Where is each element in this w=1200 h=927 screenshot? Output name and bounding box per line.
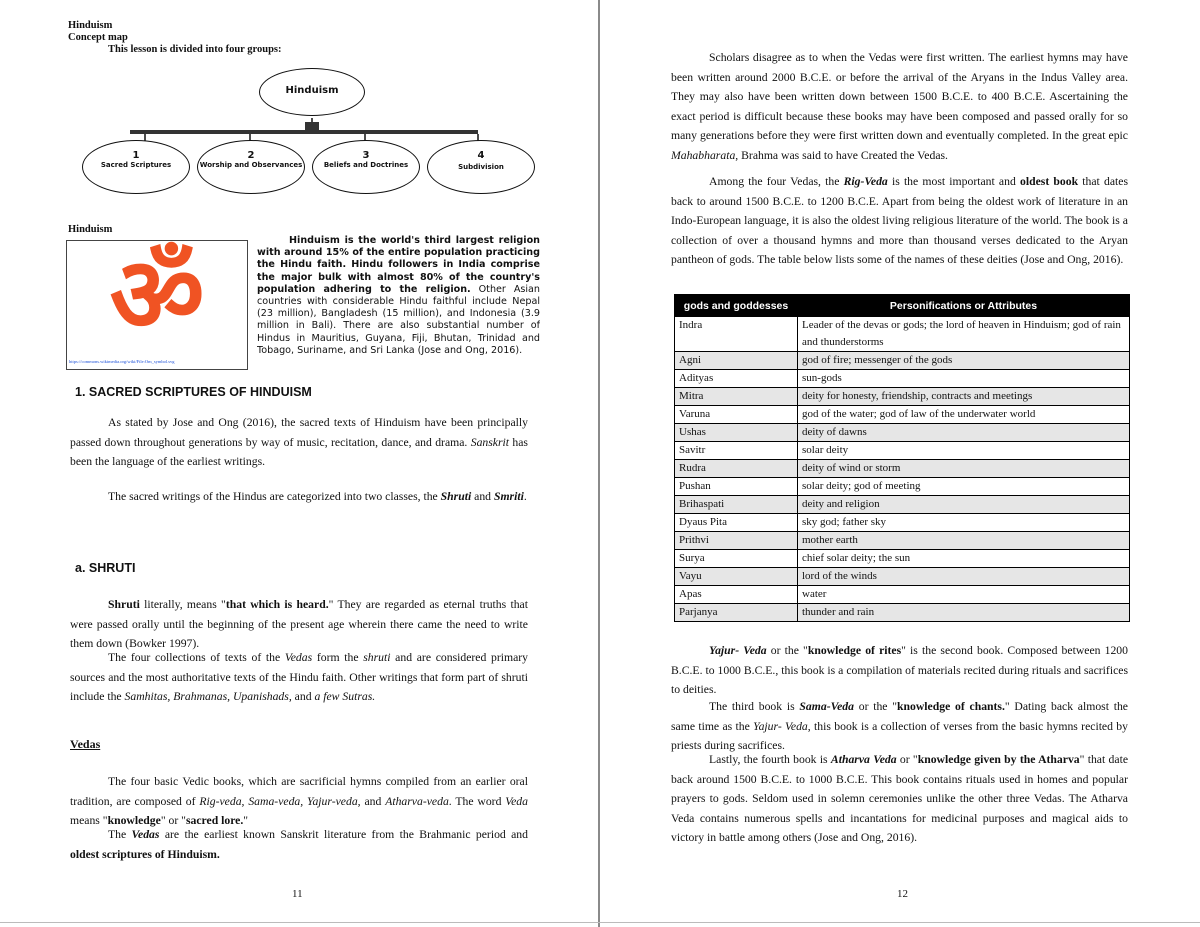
deity-name-cell: Brihaspati (675, 496, 798, 514)
deity-name-cell: Agni (675, 352, 798, 370)
deity-attribute-cell: deity for honesty, friendship, contracts and meetings (798, 388, 1130, 406)
concept-node-1 (82, 140, 190, 194)
page-number-left: 11 (292, 888, 303, 900)
concept-node-label: Subdivision (458, 163, 504, 171)
text-run: or the " (766, 644, 808, 657)
text-run: " (243, 814, 249, 827)
text-run: The sacred writings of the Hindus are categorized into two classes, the (108, 490, 441, 503)
concept-root-node (259, 68, 365, 116)
text-run: form the (312, 651, 364, 664)
deity-attribute-cell: sky god; father sky (798, 514, 1130, 532)
deity-name-cell: Indra (675, 317, 798, 352)
concept-map (75, 60, 545, 200)
paragraph-sama-veda (671, 697, 1128, 756)
paragraph-yajur-veda (671, 641, 1128, 700)
text-run: " is the second book. Composed between 1200 B.C.E. to 1000 B.C.E., this book is a compilation of materials recited during rituals and sacrifices to deities. (671, 644, 1128, 696)
concept-node-2 (197, 140, 305, 194)
text-run: literally, means " (139, 598, 226, 611)
shruti-term: Shruti (440, 490, 472, 503)
text-run: or the " (853, 700, 898, 713)
page-left (0, 0, 598, 922)
table-row (675, 478, 1130, 496)
text-run: The (108, 828, 132, 841)
smriti-term: Smriti (493, 490, 524, 503)
text-run: The third book is (709, 700, 800, 713)
text-run: Scholars disagree as to when the Vedas were first written. The earliest hymns may have been written around 2000 B.C.E. or before the arrival of the Aryans in the Indus Valley area. They may also have been written down between 1500 B.C.E. to 400 B.C.E. Ascertaining the exact period is difficult because these books may have been composed and passed orally for so many generations before they were first written down and eventually completed. In the great epic (671, 51, 1128, 142)
text-run: are the earliest known Sanskrit literature from the Brahmanic period and (159, 828, 528, 841)
deity-attribute-cell: god of the water; god of law of the underwater world (798, 406, 1130, 424)
table-row (675, 370, 1130, 388)
deities-table (674, 294, 1130, 622)
text-run: has been the language of the earliest writings. (70, 435, 528, 468)
text-run: and are considered primary sources and the most authoritative texts of the Hindu faith. Other writings that form part of shruti include the (70, 651, 528, 703)
hinduism-heading: Hinduism (68, 224, 113, 235)
shruti-bold: Shruti (108, 598, 140, 611)
rig-veda-term: Rig-Veda (843, 175, 888, 188)
deity-name-cell: Varuna (675, 406, 798, 424)
hinduism-stat-rest: Other Asian countries with considerable Hindu faithful include Nepal (23 million), Bangladesh (15 million), and Indonesia (3.9 million in Bali). There are also substantial number of Hindus in Mauritius, Guyana, Fiji, Bhutan, Trinidad and Tobago, Suriname, and Sri Lanka (Jose and Ong, 2016). (257, 283, 540, 356)
text-run: means " (70, 814, 108, 827)
concept-node-3 (312, 140, 420, 194)
vedas-bold: Vedas (131, 828, 160, 841)
deity-name-cell: Dyaus Pita (675, 514, 798, 532)
subheading-shruti: a. SHRUTI (75, 561, 136, 575)
concept-node-number: 3 (362, 150, 370, 161)
paragraph-rig-veda (671, 172, 1128, 270)
hinduism-stat-bold: Hinduism is the world's third largest religion with around 15% of the entire population practicing the Hindu faith. Hindu followers in India comprise the major bulk with almost 80% of the country's population adhering to the religion. (257, 235, 540, 295)
table-row (675, 406, 1130, 424)
section-heading-sacred-scriptures: 1. SACRED SCRIPTURES OF HINDUISM (75, 385, 312, 399)
deity-attribute-cell: sun-gods (798, 370, 1130, 388)
deity-name-cell: Ushas (675, 424, 798, 442)
table-row (675, 496, 1130, 514)
table-row (675, 586, 1130, 604)
sama-veda-term: Sama-Veda (799, 700, 854, 713)
table-header-attributes: Personifications or Attributes (798, 295, 1130, 317)
text-run: " Dating back almost the same time as the (671, 700, 1128, 733)
deity-name-cell: Surya (675, 550, 798, 568)
text-run: Lastly, the fourth book is (709, 753, 831, 766)
header-title: Hinduism (68, 20, 113, 31)
table-header-gods: gods and goddesses (675, 295, 798, 317)
paragraph-four-collections (70, 648, 528, 707)
deity-name-cell: Prithvi (675, 532, 798, 550)
concept-node-number: 2 (247, 150, 255, 161)
concept-node-number: 1 (132, 150, 140, 161)
concept-node-label: Worship and Observances (199, 161, 303, 169)
paragraph-vedas-earliest (70, 825, 528, 864)
deity-name-cell: Savitr (675, 442, 798, 460)
text-run: is the most important and (887, 175, 1020, 188)
text-run: " They are regarded as eternal truths that were passed orally until the beginning of the present age wherein there came the need to write them down (Bowker 1997). (70, 598, 528, 650)
concept-node-label: Beliefs and Doctrines (323, 161, 409, 169)
mahabharata-term: Mahabharata (671, 148, 736, 162)
text-run: Among the four Vedas, the (709, 175, 844, 188)
table-row (675, 550, 1130, 568)
paragraph-scholars (671, 48, 1128, 165)
text-run: . The word (448, 794, 506, 808)
deity-attribute-cell: water (798, 586, 1130, 604)
samhitas-terms: Samhitas, Brahmanas, Upanishads, (124, 690, 292, 703)
oldest-scriptures: oldest scriptures of Hinduism. (70, 847, 220, 861)
vedas-heading: Vedas (70, 737, 101, 751)
paragraph-atharva-veda (671, 750, 1128, 848)
table-row (675, 514, 1130, 532)
paragraph-sacred-texts (70, 413, 528, 472)
deity-attribute-cell: deity of wind or storm (798, 460, 1130, 478)
sanskrit-term: Sanskrit (470, 435, 510, 449)
deity-name-cell: Pushan (675, 478, 798, 496)
header-subtitle: Concept map (68, 32, 128, 43)
paragraph-shruti (70, 595, 528, 654)
knowledge-of-chants: knowledge of chants. (897, 700, 1005, 713)
yajur-veda-term: Yajur- Veda (709, 644, 767, 657)
yajur-veda-term: Yajur- Veda (753, 719, 808, 733)
deity-name-cell: Rudra (675, 460, 798, 478)
vedas-term: Vedas (284, 651, 313, 664)
deity-attribute-cell: mother earth (798, 532, 1130, 550)
deity-attribute-cell: Leader of the devas or gods; the lord of heaven in Hinduism; god of rain and thunderstorms (798, 317, 1130, 352)
sutras-term: a few Sutras. (314, 690, 376, 703)
page-right (601, 0, 1200, 922)
deity-attribute-cell: thunder and rain (798, 604, 1130, 622)
text-run: or " (896, 753, 918, 766)
deity-name-cell: Apas (675, 586, 798, 604)
text-run: The four collections of texts of the (108, 651, 285, 664)
table-row (675, 442, 1130, 460)
text-run: " that date back around 1500 B.C.E. to 1000 B.C.E. This book contains rituals used in homes and popular prayers to gods. Seldom used in solemn ceremonies unlike the other three Vedas. The Atharva Veda contains numerous spells and incantations for medicinal purposes and magical aids to victory in battle among others (Jose and Ong, 2016). (671, 753, 1129, 844)
concept-root-label: Hinduism (285, 85, 339, 96)
concept-node-label: Sacred Scriptures (100, 161, 172, 169)
knowledge-of-rites: knowledge of rites (807, 644, 902, 657)
deities-table-body (675, 317, 1130, 622)
deity-name-cell: Adityas (675, 370, 798, 388)
concept-node-number: 4 (477, 150, 485, 161)
text-run: , Brahma was said to have Created the Vedas. (735, 148, 948, 162)
intro-text: This lesson is divided into four groups: (108, 44, 282, 55)
knowledge-term: knowledge (107, 814, 161, 827)
text-run: that dates back to around 1500 B.C.E. to 1200 B.C.E. Apart from being the oldest work of literature in an Indo-European language, it is also the oldest living religious literature of the world. The book is a collection of over a thousand hymns and more than thousand verses dedicated to the Aryan pantheon of gods. The table below lists some of the names of these deities (Jose and Ong, 2016). (671, 175, 1128, 266)
deity-name-cell: Parjanya (675, 604, 798, 622)
image-caption-link[interactable]: https://commons.wikimedia.org/wiki/File:Om_symbol.svg (69, 359, 175, 364)
table-row (675, 568, 1130, 586)
deity-name-cell: Vayu (675, 568, 798, 586)
knowledge-given-term: knowledge given by the Atharva (917, 753, 1080, 766)
concept-node-4 (427, 140, 535, 194)
deity-attribute-cell: god of fire; messenger of the gods (798, 352, 1130, 370)
deity-name-cell: Mitra (675, 388, 798, 406)
table-header-row (675, 295, 1130, 317)
paragraph-two-classes (70, 487, 528, 507)
deity-attribute-cell: solar deity (798, 442, 1130, 460)
text-run: " or " (160, 814, 186, 827)
atharva-term: Atharva-veda (385, 794, 449, 808)
text-run: As stated by Jose and Ong (2016), the sacred texts of Hinduism have been principally passed down throughout generations by way of music, recitation, dance, and drama. (70, 416, 528, 449)
paragraph-vedic-books (70, 772, 528, 831)
veda-term: Veda (505, 794, 528, 808)
table-row (675, 532, 1130, 550)
shruti-quote: that which is heard. (225, 598, 329, 611)
table-row (675, 352, 1130, 370)
deity-attribute-cell: chief solar deity; the sun (798, 550, 1130, 568)
table-row (675, 388, 1130, 406)
deity-attribute-cell: solar deity; god of meeting (798, 478, 1130, 496)
bottom-rule (0, 922, 1200, 923)
table-row (675, 460, 1130, 478)
hinduism-intro-paragraph (257, 235, 540, 370)
text-run: and (360, 794, 386, 808)
om-symbol-icon: ॐ (109, 240, 205, 356)
text-run: and (471, 490, 494, 503)
text-run: . (523, 490, 527, 503)
deity-attribute-cell: deity of dawns (798, 424, 1130, 442)
deity-attribute-cell: lord of the winds (798, 568, 1130, 586)
sacred-lore-term: sacred lore. (185, 814, 244, 827)
deity-attribute-cell: deity and religion (798, 496, 1130, 514)
table-row (675, 424, 1130, 442)
shruti-term: shruti (363, 651, 391, 664)
text-run: , this book is a collection of verses from the basic hymns recited by priests during sacrifices. (671, 719, 1128, 752)
oldest-book-term: oldest book (1020, 175, 1079, 188)
om-image (66, 240, 248, 370)
veda-names: Rig-veda, Sama-veda, Yajur-veda, (199, 794, 361, 808)
text-run: The four basic Vedic books, which are sacrificial hymns compiled from an earlier oral tradition, are composed of (70, 775, 528, 808)
page-number-right: 12 (897, 888, 908, 900)
atharva-veda-term: Atharva Veda (830, 753, 897, 766)
table-row (675, 317, 1130, 352)
table-row (675, 604, 1130, 622)
page-divider (598, 0, 600, 927)
text-run: and (291, 690, 315, 703)
